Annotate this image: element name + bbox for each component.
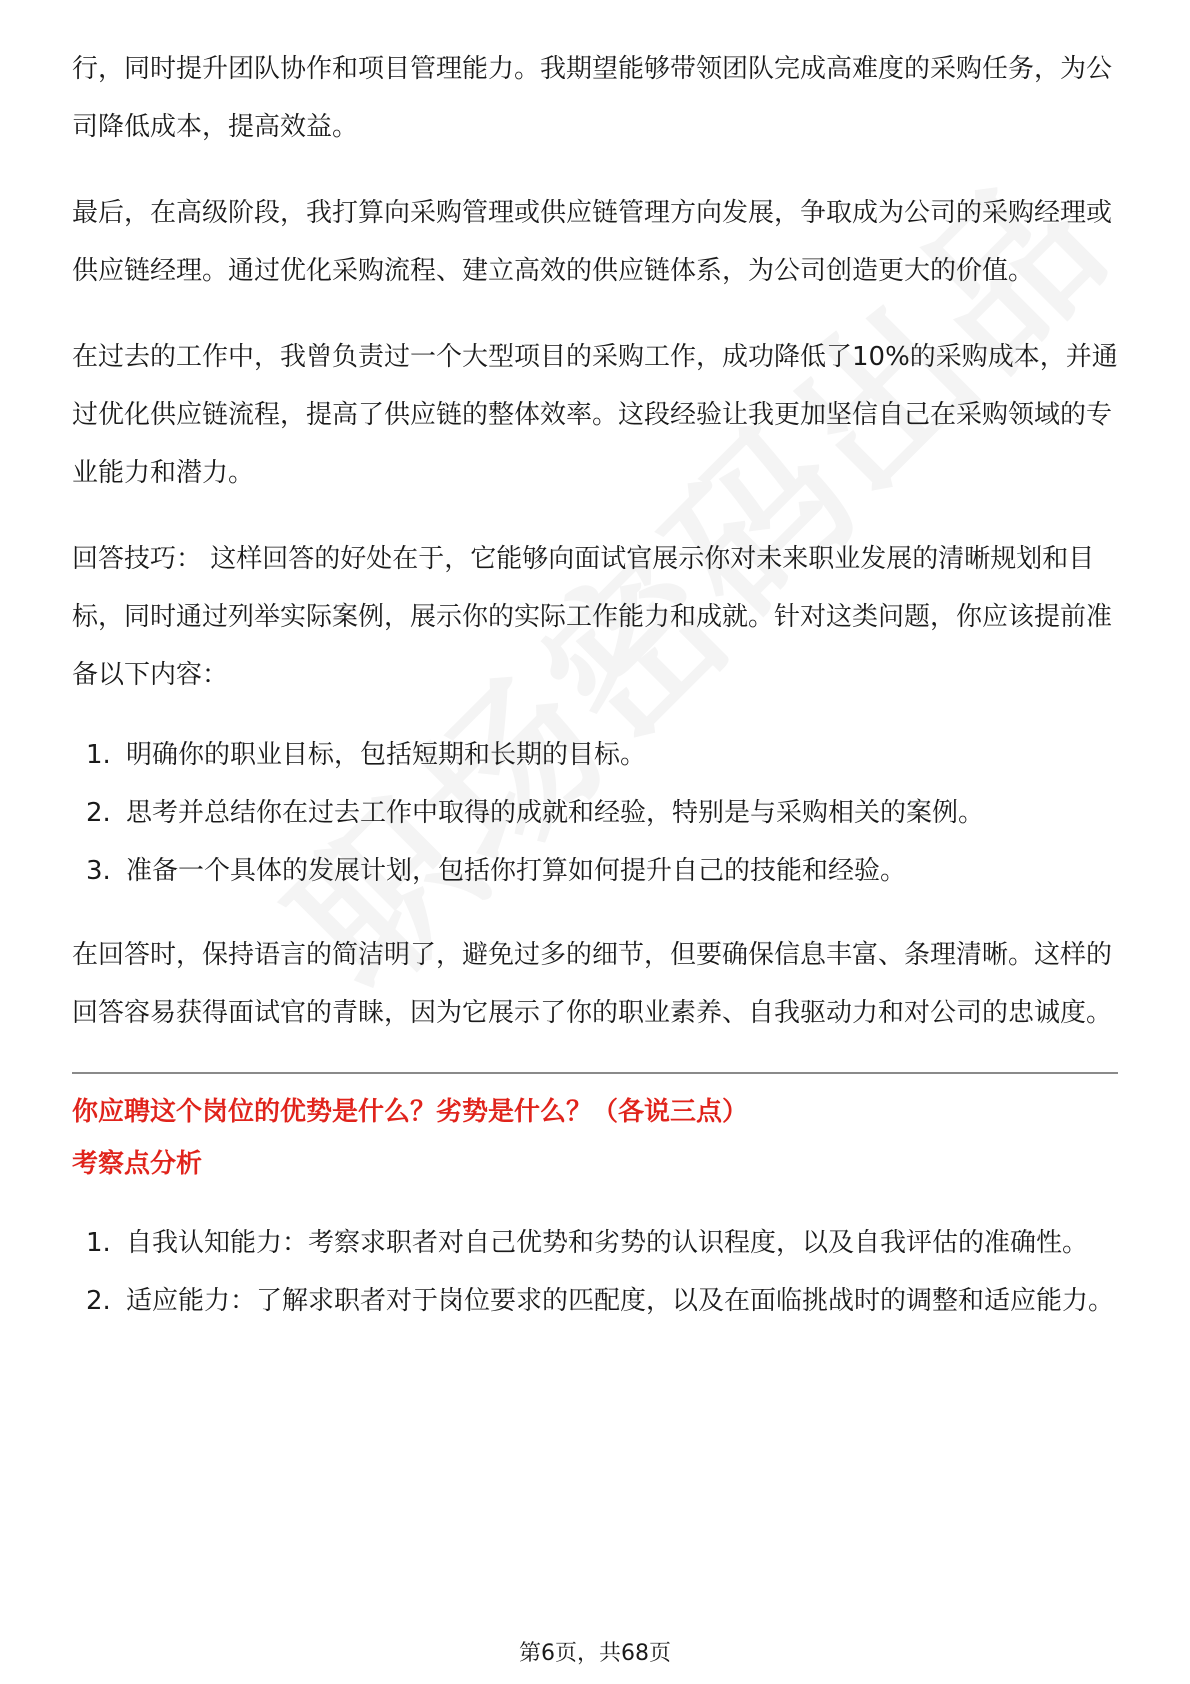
prep-list — [72, 726, 1118, 900]
list-item-text: 明确你的职业目标，包括短期和长期的目标。 — [126, 740, 647, 770]
question-heading: 你应聘这个岗位的优势是什么？劣势是什么？（各说三点） — [72, 1097, 749, 1127]
paragraph-1: 行，同时提升团队协作和项目管理能力。我期望能够带领团队完成高难度的采购任务，为公司降低成本，提高效益。 — [72, 54, 1113, 142]
list-item-number: 1. — [86, 1228, 111, 1258]
closing-paragraph: 在回答时，保持语言的简洁明了，避免过多的细节，但要确保信息丰富、条理清晰。这样的回答容易获得面试官的青睐，因为它展示了你的职业素养、自我驱动力和对公司的忠诚度。 — [72, 940, 1113, 1028]
list-item-number: 3. — [86, 856, 111, 886]
list-item-number: 2. — [86, 1286, 111, 1316]
analysis-list — [72, 1214, 1118, 1330]
list-item — [72, 726, 1118, 784]
document-page — [72, 40, 1118, 1356]
list-item-text: 思考并总结你在过去工作中取得的成就和经验，特别是与采购相关的案例。 — [126, 798, 985, 828]
list-item — [72, 842, 1118, 900]
answer-tips-paragraph: 回答技巧： 这样回答的好处在于，它能够向面试官展示你对未来职业发展的清晰规划和目标，同时通过列举实际案例，展示你的实际工作能力和成就。针对这类问题，你应该提前准备以下内容： — [72, 544, 1113, 690]
page-footer: 第6页，共68页 — [519, 1641, 671, 1666]
analysis-heading: 考察点分析 — [72, 1149, 203, 1179]
list-item-number: 1. — [86, 740, 111, 770]
paragraph-2: 最后，在高级阶段，我打算向采购管理或供应链管理方向发展，争取成为公司的采购经理或供应链经理。通过优化采购流程、建立高效的供应链体系，为公司创造更大的价值。 — [72, 198, 1113, 286]
list-item-text: 自我认知能力：考察求职者对自己优势和劣势的认识程度，以及自我评估的准确性。 — [126, 1228, 1089, 1258]
list-item-text: 准备一个具体的发展计划，包括你打算如何提升自己的技能和经验。 — [126, 856, 907, 886]
list-item — [72, 1272, 1118, 1330]
list-item-number: 2. — [86, 798, 111, 828]
section-divider — [72, 1072, 1118, 1074]
list-item — [72, 1214, 1118, 1272]
paragraph-3: 在过去的工作中，我曾负责过一个大型项目的采购工作，成功降低了10%的采购成本，并通过优化供应链流程，提高了供应链的整体效率。这段经验让我更加坚信自己在采购领域的专业能力和潜力。 — [72, 342, 1118, 488]
list-item — [72, 784, 1118, 842]
list-item-text: 适应能力：了解求职者对于岗位要求的匹配度，以及在面临挑战时的调整和适应能力。 — [126, 1286, 1115, 1316]
